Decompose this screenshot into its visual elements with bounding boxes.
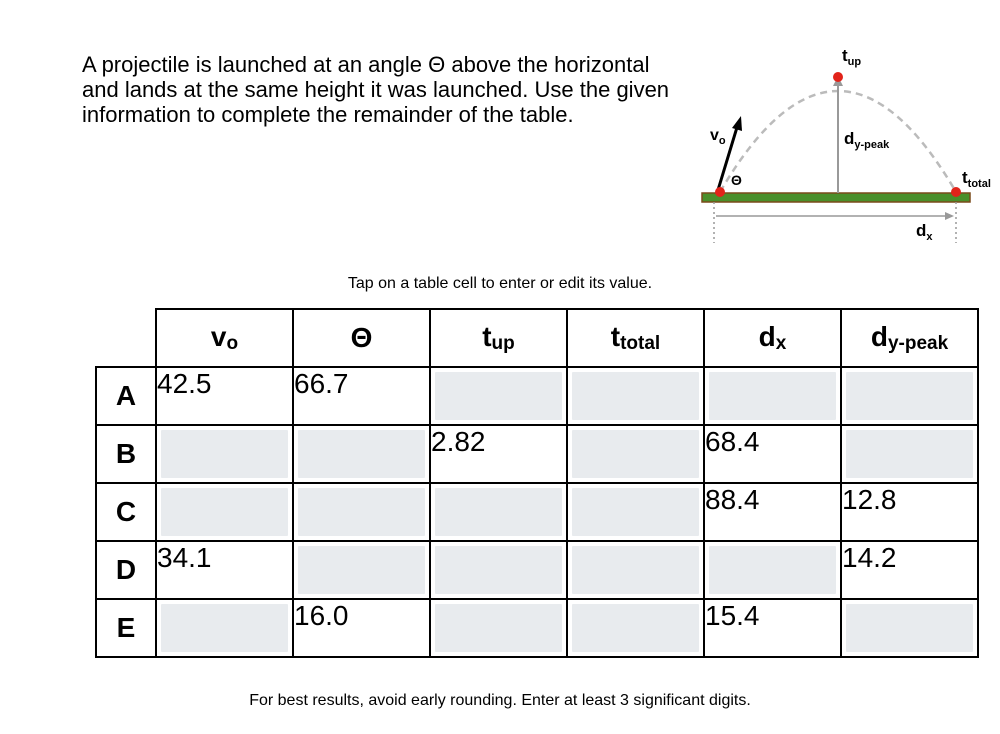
table-cell-dx[interactable] [704, 367, 841, 425]
row-label: B [96, 425, 156, 483]
kinematics-table [95, 308, 979, 658]
dy-peak-label: $d_{y-peak}$ [844, 129, 890, 151]
table-cell-t-total[interactable] [567, 483, 704, 541]
table-row [96, 541, 978, 599]
row-label: E [96, 599, 156, 657]
column-header-t-up [430, 309, 567, 367]
column-header-subscript: o [226, 333, 239, 354]
table-cell-dx[interactable]: 68.4 [704, 425, 841, 483]
table-cell-dy-peak[interactable] [841, 425, 978, 483]
column-header-symbol: d [758, 321, 776, 352]
landing-point [951, 187, 961, 197]
velocity-arrow-head [732, 116, 742, 131]
table-cell-t-total[interactable] [567, 541, 704, 599]
column-header-subscript: x [775, 333, 787, 354]
table-row [96, 425, 978, 483]
table-cell-dy-peak[interactable]: 14.2 [841, 541, 978, 599]
column-header-subscript: y-peak [887, 333, 949, 354]
table-cell-theta[interactable] [293, 483, 430, 541]
column-header-symbol: t [482, 321, 492, 352]
table-cell-t-up[interactable] [430, 541, 567, 599]
table-cell-vo[interactable]: 34.1 [156, 541, 293, 599]
column-header-subscript: up [491, 333, 515, 354]
launch-point [715, 187, 725, 197]
header-row [96, 309, 978, 367]
table-cell-theta[interactable]: 66.7 [293, 367, 430, 425]
table-cell-t-up[interactable] [430, 483, 567, 541]
table-cell-dx[interactable] [704, 541, 841, 599]
column-header-theta [293, 309, 430, 367]
table-cell-vo[interactable] [156, 483, 293, 541]
projectile-diagram [698, 40, 1000, 250]
column-header-symbol: Θ [350, 322, 373, 353]
table-row [96, 599, 978, 657]
column-header-dx [704, 309, 841, 367]
peak-point [833, 72, 843, 82]
table-corner [96, 309, 156, 367]
table-cell-t-up[interactable]: 2.82 [430, 425, 567, 483]
rounding-hint-text: For best results, avoid early rounding. Enter at least 3 significant digits. [249, 692, 751, 709]
table-cell-vo[interactable] [156, 425, 293, 483]
dx-label: $d_x$ [916, 221, 933, 243]
table-cell-t-total[interactable] [567, 367, 704, 425]
table-cell-theta[interactable] [293, 541, 430, 599]
t-up-label: $t_{up}$ [842, 46, 862, 68]
table-cell-t-up[interactable] [430, 599, 567, 657]
table-cell-theta[interactable]: 16.0 [293, 599, 430, 657]
table-cell-theta[interactable] [293, 425, 430, 483]
theta-label: Θ [731, 172, 742, 188]
table-cell-dx[interactable]: 88.4 [704, 483, 841, 541]
column-header-dy-peak [841, 309, 978, 367]
row-label: A [96, 367, 156, 425]
table-cell-t-total[interactable] [567, 599, 704, 657]
column-header-subscript: total [620, 333, 661, 354]
table-cell-dx[interactable]: 15.4 [704, 599, 841, 657]
table-cell-t-up[interactable] [430, 367, 567, 425]
dx-arrow-head [945, 212, 954, 220]
column-header-t-total [567, 309, 704, 367]
column-header-symbol: v [210, 321, 227, 352]
row-label: C [96, 483, 156, 541]
v-o-label: $v_o$ [710, 127, 726, 147]
table-row [96, 483, 978, 541]
table-row [96, 367, 978, 425]
table-cell-dy-peak[interactable] [841, 599, 978, 657]
tap-hint-text: Tap on a table cell to enter or edit its value. [347, 275, 653, 292]
table-cell-dy-peak[interactable] [841, 367, 978, 425]
ground-bar [702, 193, 970, 202]
table-cell-t-total[interactable] [567, 425, 704, 483]
table-cell-vo[interactable]: 42.5 [156, 367, 293, 425]
column-header-symbol: t [610, 321, 621, 352]
row-label: D [96, 541, 156, 599]
t-total-label: $t_{total}$ [962, 168, 991, 190]
table-cell-dy-peak[interactable]: 12.8 [841, 483, 978, 541]
column-header-vo [156, 309, 293, 367]
table-cell-vo[interactable] [156, 599, 293, 657]
column-header-symbol: d [870, 321, 888, 352]
instructions-text: A projectile is launched at an angle Θ above the horizontal and lands at the same height it was launched. Use the given information to complete the remainder of the table. [82, 52, 670, 127]
